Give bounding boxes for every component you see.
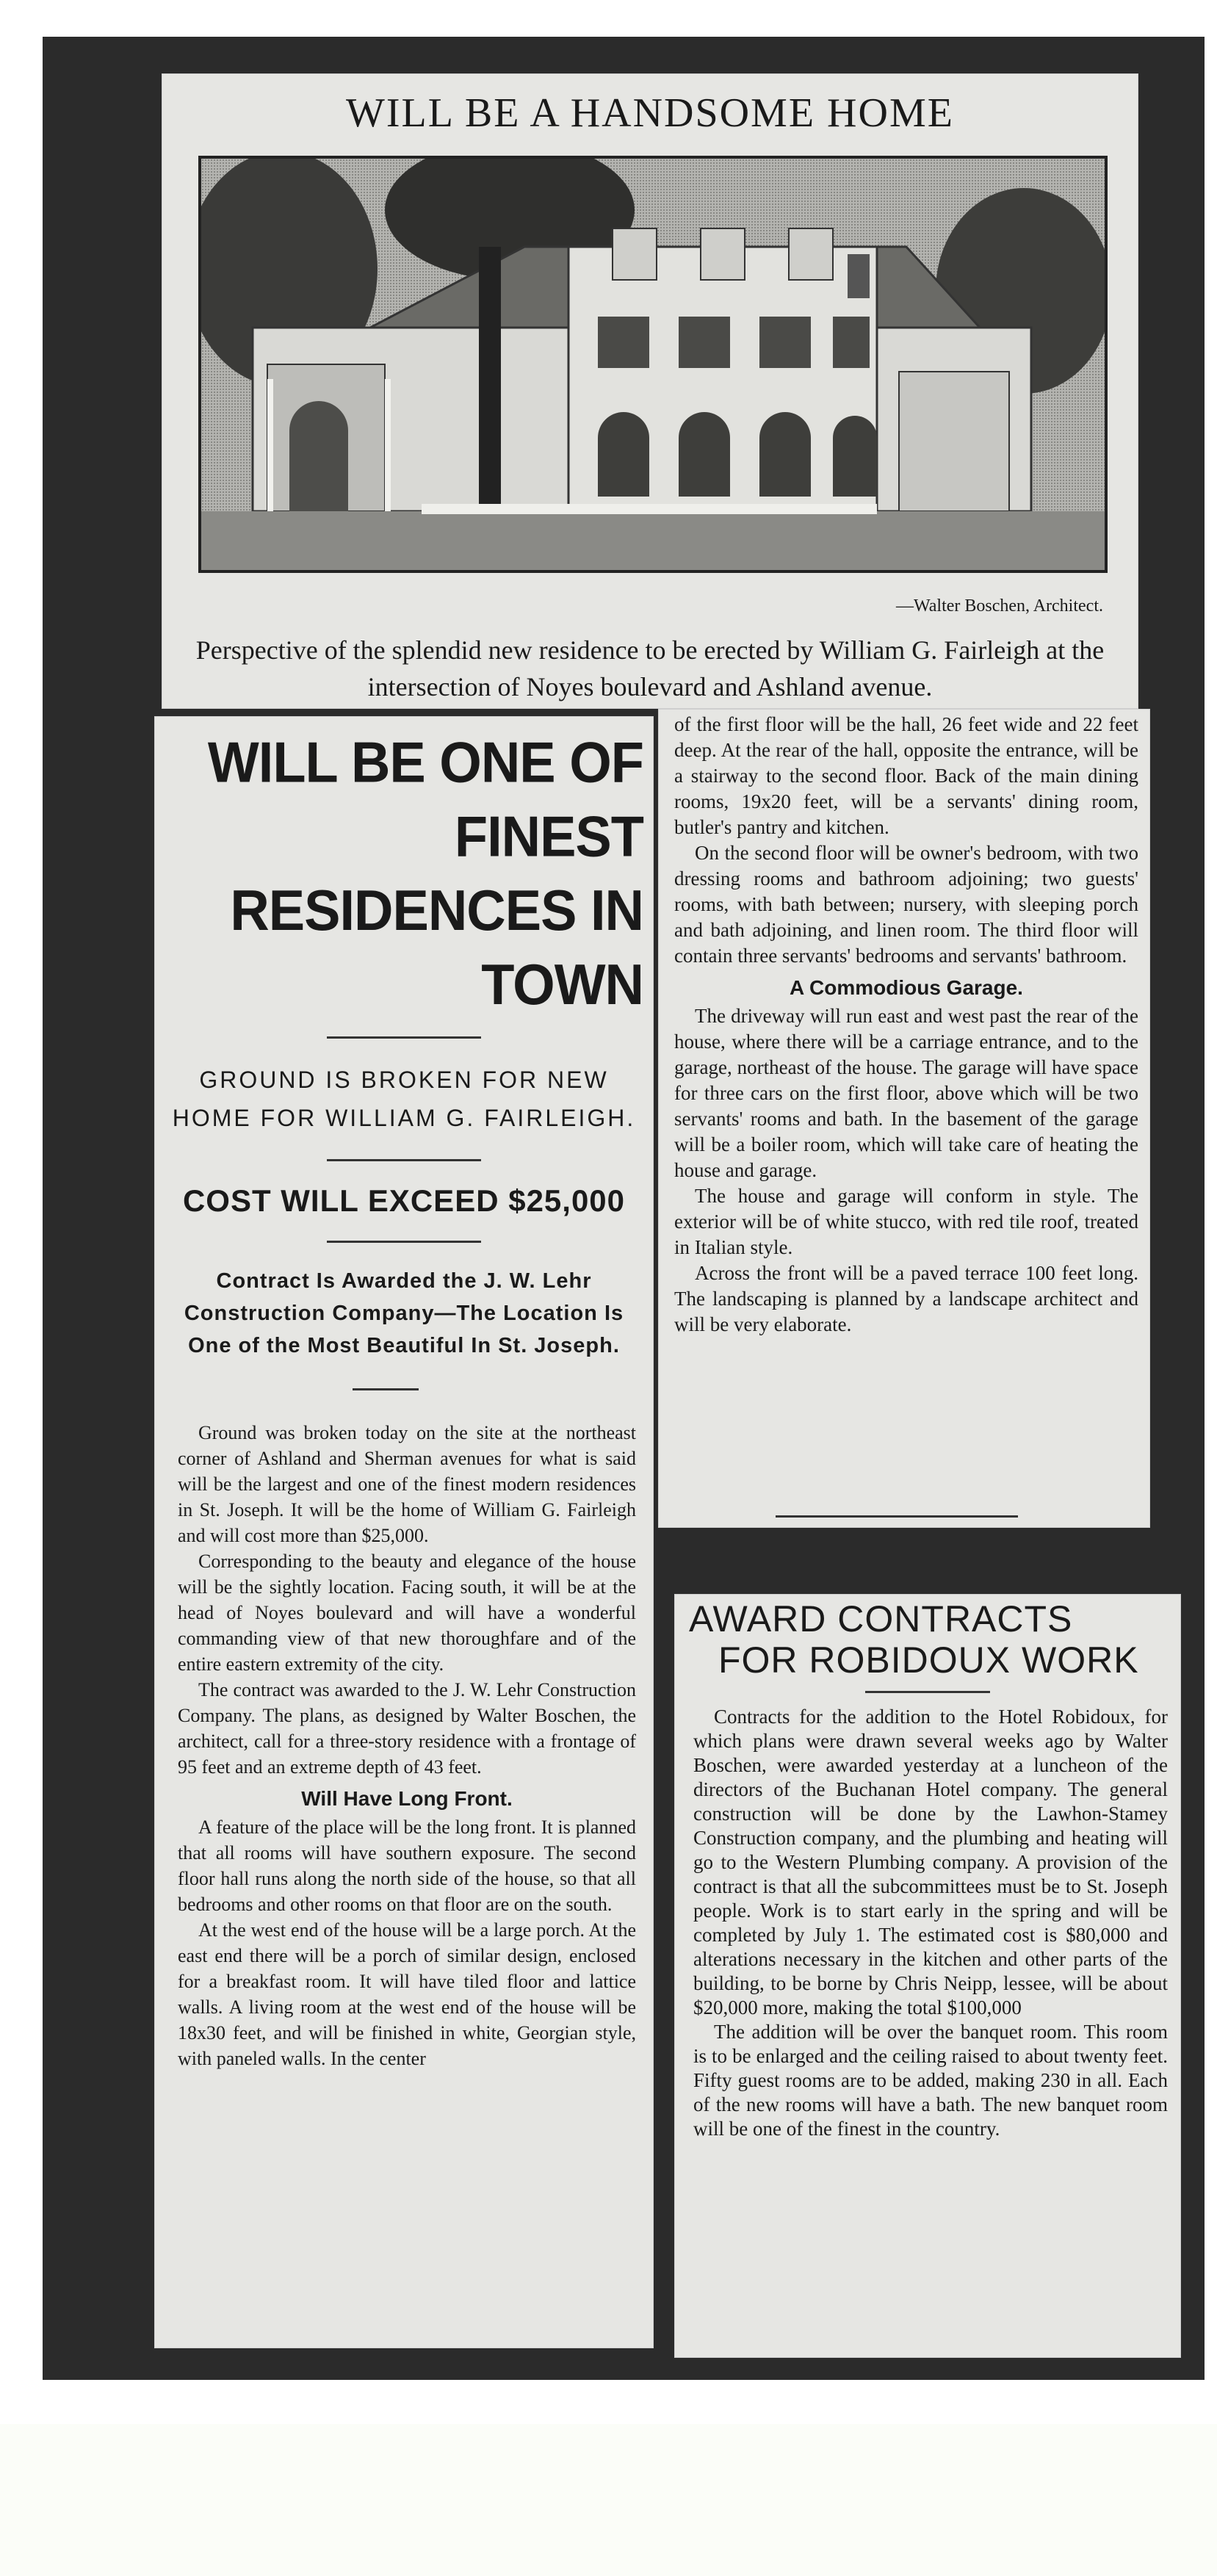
- article-right-column: [658, 709, 1150, 1528]
- house-illustration: [201, 159, 1105, 570]
- robidoux-clipping: [674, 1594, 1181, 2358]
- divider: [865, 1691, 990, 1693]
- paragraph: Ground was broken today on the site at the northeast corner of Ashland and Sherman avenues for what is said will be the largest and one of the finest modern residences in St. Joseph. It will be the home of William G. Fairleigh and will cost more than $25,000.: [178, 1422, 636, 1546]
- article-left-column: [154, 716, 654, 2348]
- house-photograph: [198, 156, 1108, 573]
- robidoux-body: [674, 1705, 1181, 2141]
- paragraph: of the first floor will be the hall, 26 feet wide and 22 feet deep. At the rear of the hall, opposite the entrance, will be a stairway to the second floor. Back of the main dining rooms, 19x20 feet, will be a servants' dining room, butler's pantry and kitchen.: [674, 713, 1138, 838]
- divider: [327, 1241, 481, 1243]
- paragraph: A feature of the place will be the long front. It is planned that all rooms will have southern exposure. The second floor hall runs along the north side of the house, so that all bedrooms and other rooms on that floor are on the south.: [178, 1816, 636, 1915]
- divider: [353, 1388, 419, 1390]
- robidoux-headline-line-1: AWARD CONTRACTS: [689, 1598, 1073, 1639]
- architect-credit: —Walter Boschen, Architect.: [896, 596, 1103, 616]
- headline-line-1: WILL BE ONE OF FINEST: [207, 730, 643, 869]
- paragraph: On the second floor will be owner's bedroom, with two dressing rooms and bathroom adjoining; two guests' rooms, with bath between; nursery, with sleeping porch and bath adjoining, and linen room. The third floor will contain three servants' bedrooms and servants' bathroom.: [674, 842, 1138, 967]
- paragraph: Contracts for the addition to the Hotel Robidoux, for which plans were drawn several weeks ago by Walter Boschen, were awarded yesterday at a luncheon of the directors of the Buchanan Hotel company. The general construction will be done by the Lawhon-Stamey Construction company, and the plumbing and heating will go to the Western Plumbing company. A provision of the contract is that all the subcommittees must be to St. Joseph people. Work is to start early in the spring and will be completed by July 1. The estimated cost is $80,000 and alterations necessary in the kitchen and other parts of the building, to be borne by Chris Neipp, lessee, will be about $20,000 more, making the total $100,000: [693, 1706, 1168, 2018]
- divider: [327, 1036, 481, 1039]
- robidoux-headline-line-2: FOR ROBIDOUX WORK: [718, 1639, 1139, 1681]
- robidoux-headline: [674, 1594, 1181, 1681]
- section-subhead: A Commodious Garage.: [790, 976, 1023, 999]
- paragraph: The contract was awarded to the J. W. Lehr Construction Company. The plans, as designed by Walter Boschen, the architect, call for a three-story residence with a frontage of 95 feet and an extreme depth of 43 feet.: [178, 1679, 636, 1778]
- cost-headline: COST WILL EXCEED $25,000: [182, 1183, 626, 1218]
- end-rule: [776, 1515, 1018, 1518]
- article-headline: [154, 709, 654, 1022]
- paragraph: At the west end of the house will be a large porch. At the east end there will be a porch of similar design, enclosed for a breakfast room. It will have tiled floor and lattice walls. A living room at the west end of the house will be 18x30 feet, and will be finished in white, Georgian style, with paneled walls. In the center: [178, 1919, 636, 2069]
- photo-headline: WILL BE A HANDSOME HOME: [346, 90, 954, 136]
- paragraph: Corresponding to the beauty and elegance of the house will be the sightly location. Facing south, it will be at the head of Noyes boulevard and will have a wonderful commanding view of that new thoroughfare and of the entire eastern extremity of the city.: [178, 1551, 636, 1675]
- headline-line-2: RESIDENCES IN TOWN: [230, 878, 643, 1017]
- article-subhead: GROUND IS BROKEN FOR NEW HOME FOR WILLIAM G. FAIRLEIGH.: [172, 1067, 636, 1131]
- article-deck: Contract Is Awarded the J. W. Lehr Construction Company—The Location Is One of the Most Beautiful In St. Joseph.: [184, 1269, 624, 1357]
- page-bottom-margin: [0, 2424, 1217, 2576]
- article-body-right: [658, 709, 1150, 1338]
- divider: [327, 1159, 481, 1161]
- paragraph: The house and garage will conform in style. The exterior will be of white stucco, with red tile roof, treated in Italian style.: [674, 1185, 1138, 1258]
- photo-clipping: [162, 73, 1138, 709]
- section-subhead: Will Have Long Front.: [301, 1787, 513, 1810]
- paragraph: Across the front will be a paved terrace 100 feet long. The landscaping is planned by a landscape architect and will be very elaborate.: [674, 1262, 1138, 1335]
- article-body-left: [154, 1420, 654, 2071]
- paragraph: The driveway will run east and west past the rear of the house, where there will be a carriage entrance, and to the garage, northeast of the house. The garage will have space for three cars on the first floor, above which will be two servants' rooms and bath. In the basement of the garage will be a boiler room, which will take care of heating the house and garage.: [674, 1005, 1138, 1181]
- photo-caption: Perspective of the splendid new residence to be erected by William G. Fairleigh at the intersection of Noyes boulevard and Ashland avenue.: [195, 635, 1105, 701]
- paragraph: The addition will be over the banquet room. This room is to be enlarged and the ceiling raised to about twenty feet. Fifty guest rooms are to be added, making 230 in all. Each of the new rooms will have a bath. The new banquet room will be one of the finest in the country.: [693, 2021, 1168, 2140]
